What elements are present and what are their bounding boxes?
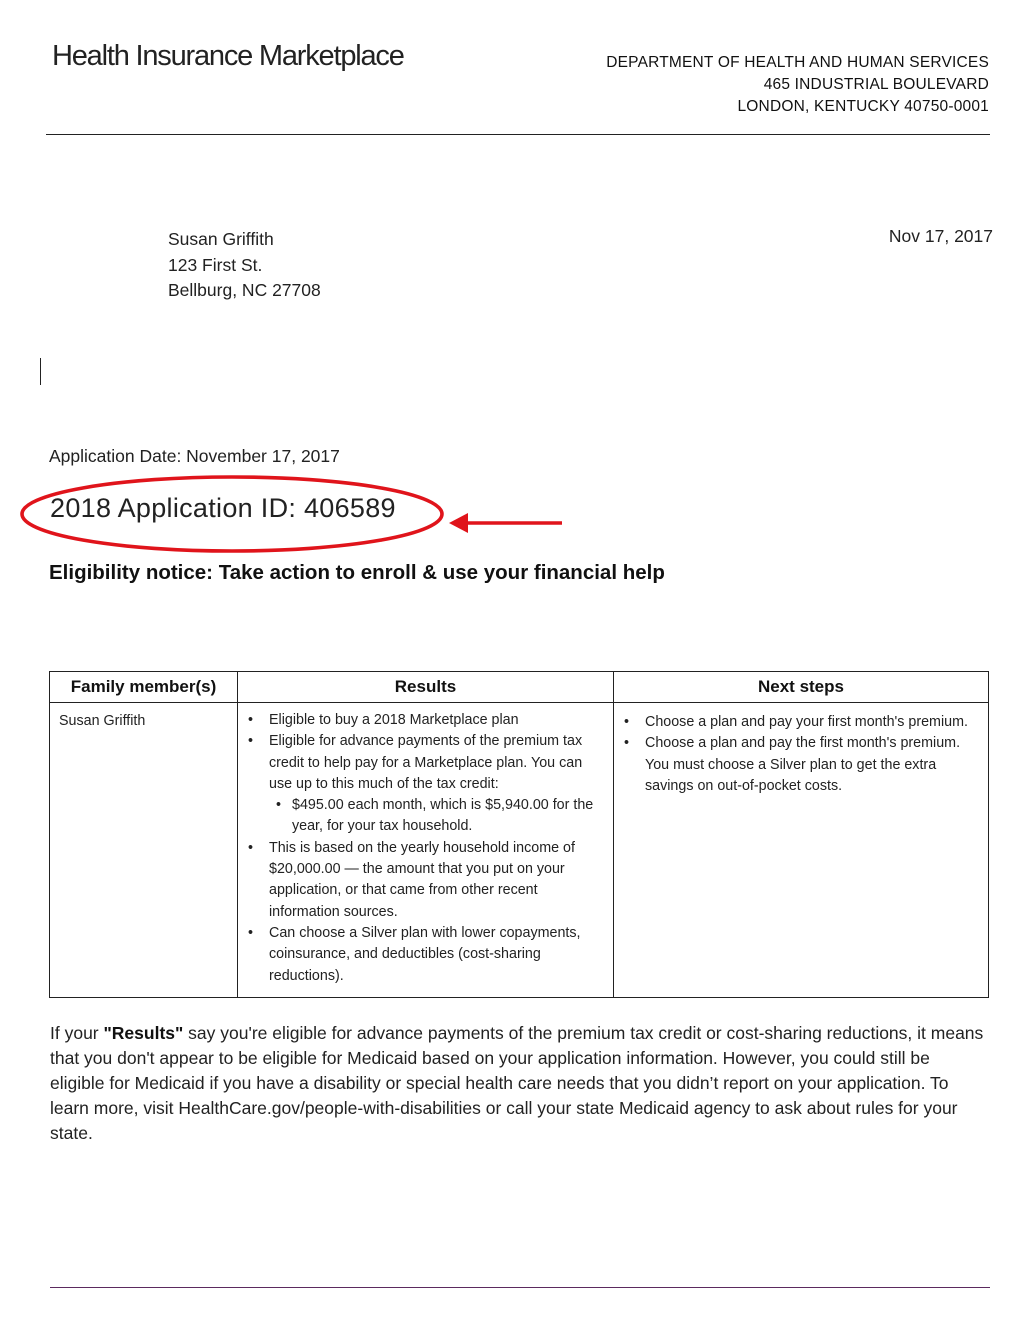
agency-address (529, 52, 989, 118)
annotation-arrow-head (449, 513, 468, 533)
notice-title: Eligibility notice: Take action to enroll & use your financial help (49, 561, 665, 584)
result-item: • Can choose a Silver plan with lower copayments, coinsurance, and deductibles (cost-sharing reductions). (269, 923, 599, 987)
result-subitem: • $495.00 each month, which is $5,940.00 for the year, for your tax household. (269, 795, 599, 838)
next-step-item: • Choose a plan and pay your first month's premium. (645, 712, 976, 733)
application-date: Application Date: November 17, 2017 (49, 446, 340, 466)
agency-line: LONDON, KENTUCKY 40750-0001 (737, 98, 989, 115)
column-header-next-steps: Next steps (614, 672, 989, 703)
application-id: 2018 Application ID: 406589 (50, 493, 396, 523)
paragraph-prefix: If your (50, 1023, 104, 1043)
agency-line: 465 INDUSTRIAL BOULEVARD (763, 76, 989, 93)
text-cursor (40, 358, 41, 385)
next-steps-list (614, 703, 988, 803)
agency-line: DEPARTMENT OF HEALTH AND HUMAN SERVICES (606, 54, 989, 71)
column-header-results: Results (238, 672, 614, 703)
paragraph-body: say you're eligible for advance payments of the premium tax credit or cost-sharing reductions, it means that you don't appear to be eligible for Medicaid based on your application information. However, you could still be eligible for Medicaid if you have a disability or special health care needs that you didn’t report on your application. To learn more, visit HealthCare.gov/people-with-disabilities or call your state Medicaid agency to ask about rules for your state. (50, 1023, 984, 1143)
recipient-address (168, 227, 321, 304)
family-member-cell (50, 703, 238, 998)
table-header-row (50, 672, 989, 703)
letter-date: Nov 17, 2017 (888, 226, 993, 246)
result-item: • Eligible for advance payments of the premium tax credit to help pay for a Marketplace plan. You can use up to this much of the tax credit: (269, 731, 599, 795)
footer-divider (50, 1287, 990, 1288)
eligibility-results-table (49, 671, 989, 998)
medicaid-info-paragraph (50, 1021, 985, 1146)
header-divider (46, 134, 990, 135)
result-item: • This is based on the yearly household income of $20,000.00 — the amount that you put on your application, or that came from other recent information sources. (269, 838, 599, 923)
column-header-family-members: Family member(s) (50, 672, 238, 703)
recipient-city: Bellburg, NC 27708 (168, 280, 321, 300)
result-item: • Eligible to buy a 2018 Marketplace plan (269, 710, 599, 731)
paragraph-bold-results: "Results" (103, 1023, 184, 1043)
next-step-item: • Choose a plan and pay the first month's premium. You must choose a Silver plan to get the extra savings on out-of-pocket costs. (645, 733, 976, 797)
results-cell (238, 703, 614, 998)
next-steps-cell (614, 703, 989, 998)
results-list (238, 703, 613, 993)
recipient-street: 123 First St. (168, 254, 263, 275)
family-member-name: Susan Griffith (59, 713, 146, 729)
recipient-name: Susan Griffith (168, 229, 274, 249)
marketplace-logo: Health Insurance Marketplace (52, 40, 404, 72)
table-row (50, 703, 989, 998)
